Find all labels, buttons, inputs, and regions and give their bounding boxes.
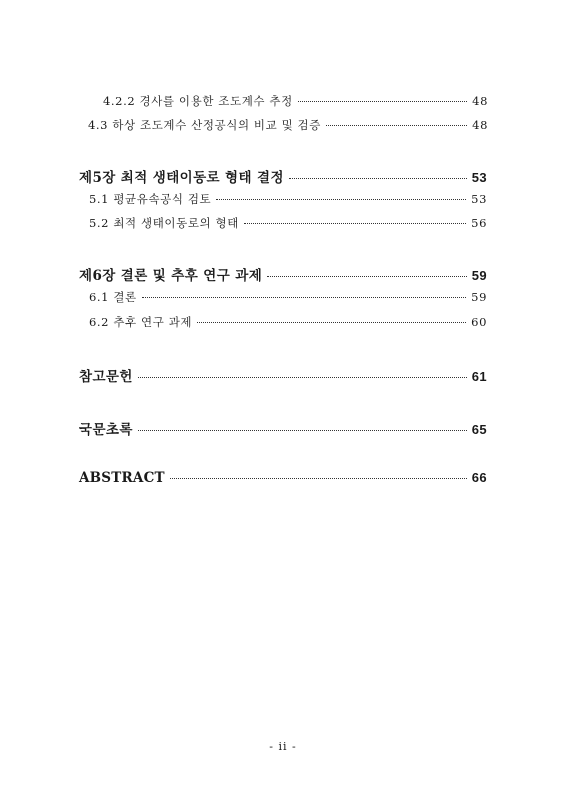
toc-abstract[interactable] bbox=[79, 470, 487, 486]
toc-korean-abstract[interactable] bbox=[79, 418, 487, 438]
dot-leader bbox=[289, 178, 467, 179]
toc-entry-page: 53 bbox=[471, 192, 487, 206]
toc-entry-5-2[interactable] bbox=[89, 215, 487, 231]
toc-entry-4-2-2[interactable] bbox=[103, 93, 488, 109]
dot-leader bbox=[170, 478, 467, 479]
toc-chapter-label: 제6장 결론 및 추후 연구 과제 bbox=[79, 268, 263, 284]
toc-entry-5-1[interactable] bbox=[89, 191, 487, 207]
dot-leader bbox=[244, 223, 466, 224]
toc-chapter-page: 59 bbox=[471, 268, 487, 283]
toc-entry-label: 4.2.2 경사를 이용한 조도계수 추정 bbox=[103, 94, 293, 108]
toc-entry-6-2[interactable] bbox=[89, 314, 487, 330]
dot-leader bbox=[326, 125, 467, 126]
toc-entry-label: 5.2 최적 생태이동로의 형태 bbox=[89, 216, 239, 230]
toc-references[interactable] bbox=[79, 365, 487, 385]
toc-chapter-label: 참고문헌 bbox=[79, 369, 133, 385]
toc-chapter-6[interactable] bbox=[79, 264, 487, 284]
dot-leader bbox=[142, 297, 466, 298]
toc-chapter-label: ABSTRACT bbox=[79, 470, 165, 486]
toc-chapter-page: 66 bbox=[471, 470, 487, 485]
toc-chapter-page: 61 bbox=[471, 369, 487, 384]
toc-entry-label: 6.2 추후 연구 과제 bbox=[89, 315, 193, 329]
dot-leader bbox=[298, 101, 467, 102]
toc-entry-label: 4.3 하상 조도계수 산정공식의 비교 및 검증 bbox=[88, 118, 321, 132]
toc-entry-6-1[interactable] bbox=[89, 289, 487, 305]
toc-entry-page: 48 bbox=[472, 94, 488, 108]
toc-chapter-page: 53 bbox=[471, 170, 487, 185]
toc-chapter-page: 65 bbox=[471, 422, 487, 437]
dot-leader bbox=[267, 276, 467, 277]
toc-entry-page: 59 bbox=[471, 290, 487, 304]
toc-entry-label: 6.1 결론 bbox=[89, 290, 137, 304]
toc-entry-page: 56 bbox=[471, 216, 487, 230]
toc-entry-page: 48 bbox=[472, 118, 488, 132]
toc-chapter-label: 국문초록 bbox=[79, 422, 133, 438]
page-number: - ii - bbox=[269, 740, 297, 753]
dot-leader bbox=[197, 322, 466, 323]
toc-chapter-5[interactable] bbox=[79, 166, 487, 186]
toc-entry-4-3[interactable] bbox=[88, 117, 488, 133]
dot-leader bbox=[138, 430, 467, 431]
toc-entry-page: 60 bbox=[471, 315, 487, 329]
dot-leader bbox=[138, 377, 467, 378]
toc-entry-label: 5.1 평균유속공식 검토 bbox=[89, 192, 212, 206]
dot-leader bbox=[216, 199, 466, 200]
toc-chapter-label: 제5장 최적 생태이동로 형태 결정 bbox=[79, 170, 284, 186]
